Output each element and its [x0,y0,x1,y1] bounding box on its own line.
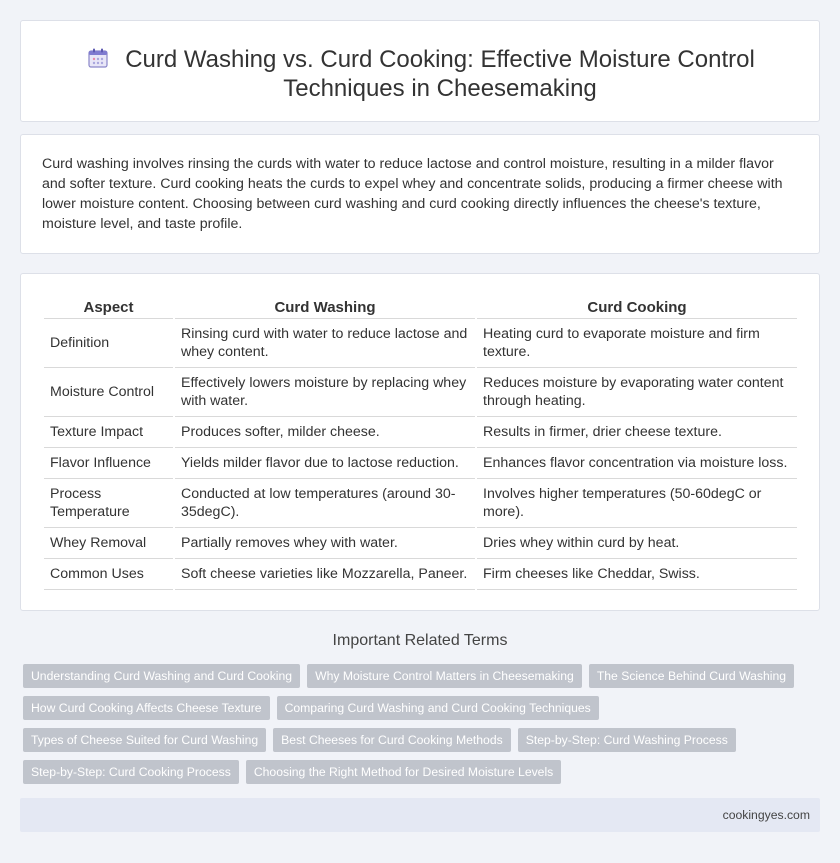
table-cell-aspect: Process Temperature [44,479,173,528]
table-row [44,319,797,368]
table-cell-aspect: Whey Removal [44,528,173,559]
related-terms-title: Important Related Terms [332,632,508,649]
header-aspect: Aspect [44,294,173,319]
table-cell-aspect: Flavor Influence [44,448,173,479]
header-curd-cooking: Curd Cooking [477,294,797,319]
table-cell-cooking: Firm cheeses like Cheddar, Swiss. [477,559,797,590]
related-term-tag[interactable]: How Curd Cooking Affects Cheese Texture [23,696,270,720]
table-header-row [44,294,797,319]
related-term-tag[interactable]: Best Cheeses for Curd Cooking Methods [273,728,511,752]
table-cell-cooking: Dries whey within curd by heat. [477,528,797,559]
table-cell-washing: Yields milder flavor due to lactose reduction. [175,448,475,479]
table-cell-cooking: Reduces moisture by evaporating water content through heating. [477,368,797,417]
related-term-tag[interactable]: Step-by-Step: Curd Washing Process [518,728,736,752]
related-term-tag[interactable]: The Science Behind Curd Washing [589,664,794,688]
table-cell-washing: Partially removes whey with water. [175,528,475,559]
related-term-tag[interactable]: Understanding Curd Washing and Curd Cooking [23,664,300,688]
table-cell-aspect: Moisture Control [44,368,173,417]
table-cell-cooking: Heating curd to evaporate moisture and firm texture. [477,319,797,368]
comparison-table [42,294,799,590]
table-cell-aspect: Definition [44,319,173,368]
footer [20,798,820,832]
table-cell-cooking: Results in firmer, drier cheese texture. [477,417,797,448]
table-row [44,417,797,448]
table-cell-washing: Soft cheese varieties like Mozzarella, Paneer. [175,559,475,590]
table-row [44,448,797,479]
comparison-table-card [20,273,820,611]
table-row [44,368,797,417]
page-title: Curd Washing vs. Curd Cooking: Effective Moisture Control Techniques in Cheesemaking [125,46,755,102]
table-row [44,559,797,590]
table-cell-washing: Effectively lowers moisture by replacing whey with water. [175,368,475,417]
header-card [20,20,820,122]
table-cell-washing: Conducted at low temperatures (around 30-35degC). [175,479,475,528]
related-terms-list [23,664,803,784]
related-term-tag[interactable]: Step-by-Step: Curd Cooking Process [23,760,239,784]
table-row [44,528,797,559]
table-cell-aspect: Common Uses [44,559,173,590]
table-row [44,479,797,528]
table-cell-cooking: Enhances flavor concentration via moisture loss. [477,448,797,479]
footer-site-link[interactable]: cookingyes.com [722,808,810,822]
table-cell-aspect: Texture Impact [44,417,173,448]
related-term-tag[interactable]: Types of Cheese Suited for Curd Washing [23,728,266,752]
summary-text: Curd washing involves rinsing the curds with water to reduce lactose and control moisture, resulting in a milder flavor and softer texture. Curd cooking heats the curds to expel whey and concentrate solids, producing a firmer cheese with lower moisture content. Choosing between curd washing and curd cooking directly influences the cheese's texture, moisture level, and taste profile. [42,156,783,232]
table-cell-washing: Rinsing curd with water to reduce lactose and whey content. [175,319,475,368]
header-curd-washing: Curd Washing [175,294,475,319]
summary-card [20,134,820,254]
table-cell-washing: Produces softer, milder cheese. [175,417,475,448]
related-term-tag[interactable]: Comparing Curd Washing and Curd Cooking Techniques [277,696,599,720]
related-term-tag[interactable]: Choosing the Right Method for Desired Moisture Levels [246,760,561,784]
table-cell-cooking: Involves higher temperatures (50-60degC or more). [477,479,797,528]
related-term-tag[interactable]: Why Moisture Control Matters in Cheesemaking [307,664,582,688]
